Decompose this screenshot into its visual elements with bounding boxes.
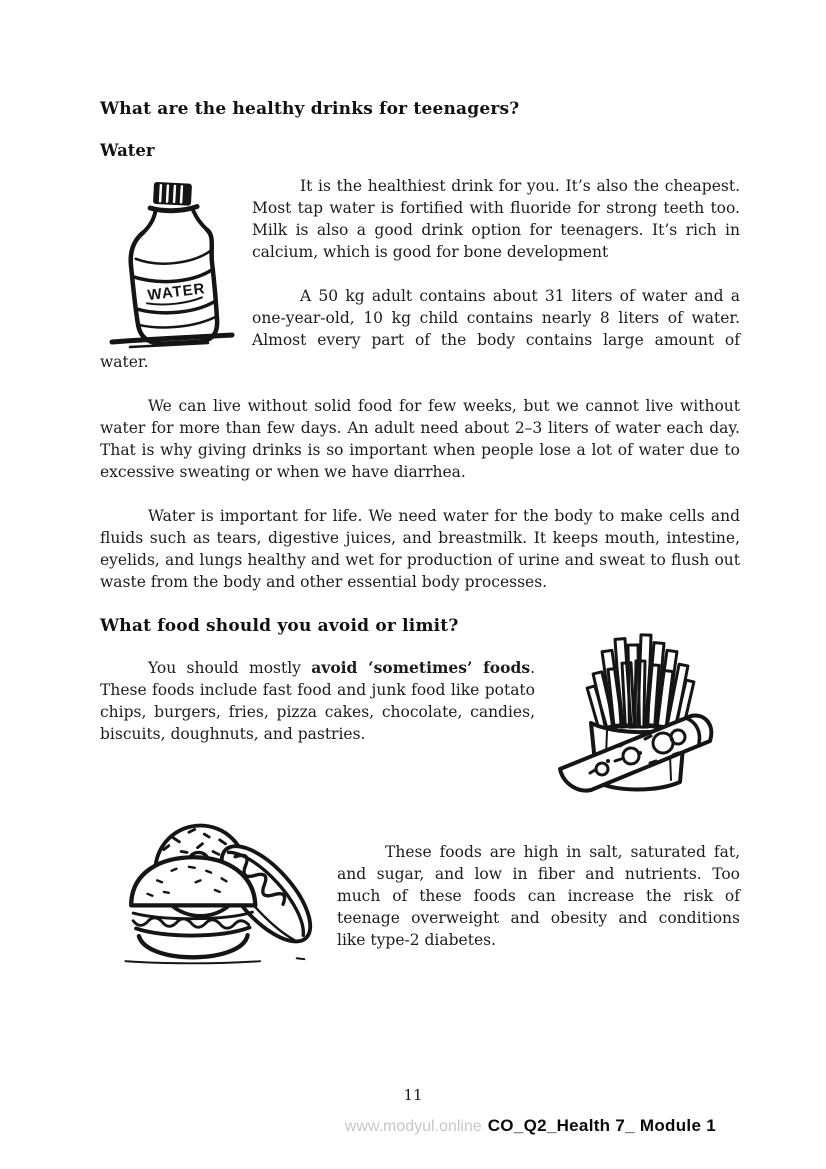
module-label: CO_Q2_Health 7_ Module 1 — [487, 1116, 716, 1135]
page-footer — [345, 1116, 716, 1136]
junk-food-section — [100, 811, 740, 973]
heading-avoid-food: What food should you avoid or limit? — [100, 616, 459, 636]
subheading-water: Water — [100, 141, 155, 160]
bottle-cap-icon — [153, 182, 192, 206]
fries-icon — [587, 635, 694, 729]
paragraph-water-4: Water is important for life. We need water for the body to make cells and fluids such as tears, digestive juices, and breastmilk. It keeps mouth, intestine, eyelids, and lungs healthy and wet for production of urine and sweat to flush out waste from the body and other essential body processes. — [100, 507, 740, 591]
paragraph-water-2: A 50 kg adult contains about 31 liters of water and a one-year-old, 10 kg child contains nearly 8 liters of water. Almost every part of the body contains large amount of water. — [100, 287, 740, 371]
paragraph-water-1: It is the healthiest drink for you. It’s also the cheapest. Most tap water is fortified with fluoride for strong teeth too. Milk is also a good drink option for teenagers. It’s rich in calcium, which is good for bone development — [252, 177, 740, 261]
fries-and-pizza-illustration — [545, 621, 740, 799]
watermark-link[interactable]: www.modyul.online — [344, 1118, 482, 1135]
avoid-section — [100, 615, 740, 799]
paragraph-junk-food: These foods are high in salt, saturated fat, and sugar, and low in fiber and nutrients. Too much of these foods can increase the risk of teenage overweight and obesity and conditions like type-2 diabetes. — [337, 843, 740, 949]
paragraph-water-3: We can live without solid food for few weeks, but we cannot live without water for more than few days. An adult need about 2–3 liters of water each day. That is why giving drinks is so important when people lose a lot of water due to excessive sweating or when we have diarrhea. — [100, 397, 740, 481]
page-number: 11 — [403, 1086, 423, 1104]
burger-icon — [131, 857, 255, 957]
avoid-text-prefix: You should mostly — [148, 659, 312, 677]
water-bottle-illustration — [100, 177, 242, 349]
water-section — [100, 175, 740, 395]
page-content — [100, 98, 740, 973]
avoid-text-bold: avoid ‘sometimes’ foods — [311, 658, 531, 677]
bottle-label-text: WATER — [146, 280, 207, 305]
avoid-text-suffix: . These foods include fast food and junk food like potato chips, burgers, fries, pizza cakes, chocolate, candies, biscuits, doughnuts, and pastries. — [100, 659, 535, 743]
heading-healthy-drinks: What are the healthy drinks for teenagers? — [100, 99, 520, 119]
burger-donut-hotdog-illustration — [100, 813, 325, 965]
